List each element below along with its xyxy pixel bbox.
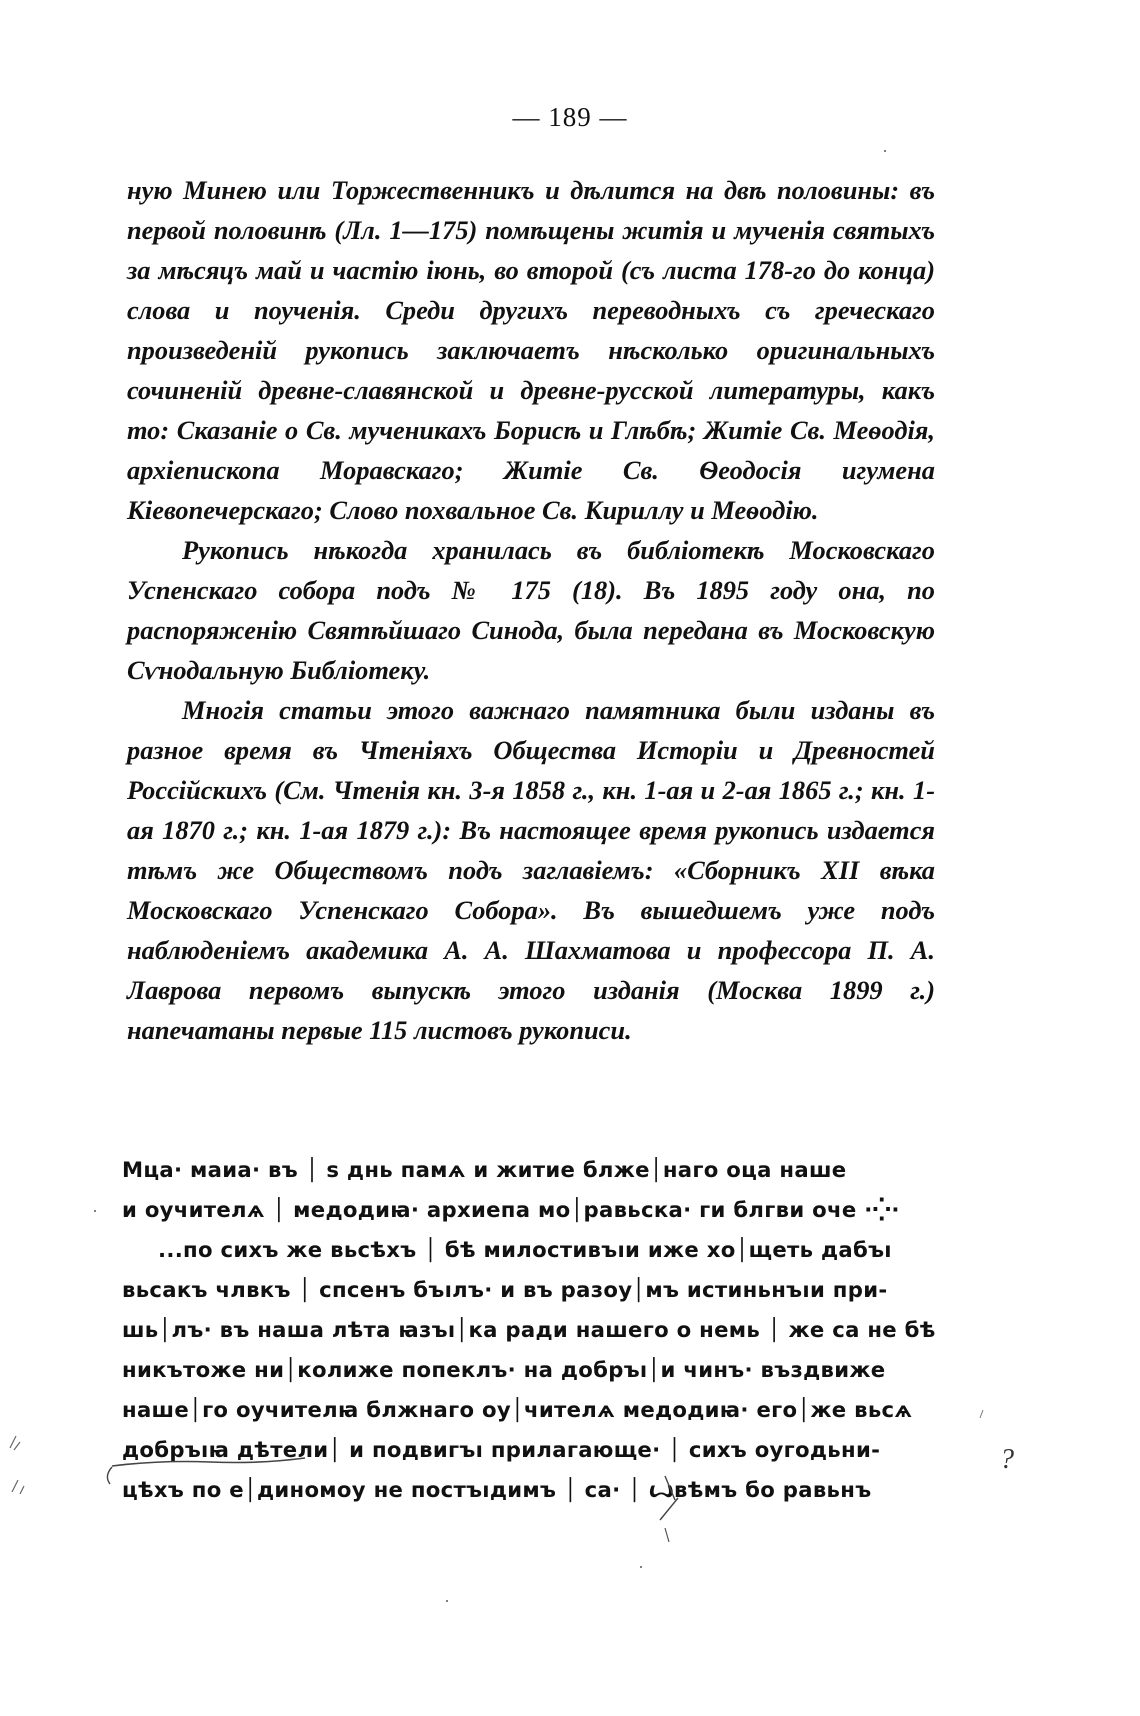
church-slavonic-excerpt [122, 1150, 936, 1510]
page-number: — 189 — [512, 102, 628, 132]
slavonic-line: наше│го оучителꙗ блжнаго оу│чителѧ медодиꙗ· его│же вьсѧ [122, 1397, 913, 1422]
pencil-margin-mark [12, 1480, 24, 1494]
paragraph: ную Минею или Торжественникъ и дѣлится на двѣ половины: въ первой половинѣ (Лл. 1—175) помѣщены житія и мученія святыхъ за мѣсяцъ май и частію іюнь, во второй (съ листа 178-го до конца) слова и поученія. Среди другихъ переводныхъ съ греческаго произведеній рукопись заключаетъ нѣсколько оригинальныхъ сочиненій древне-славянской и древне-русской литературы, какъ то: Сказаніе о Св. мученикахъ Борисѣ и Глѣбѣ; Житіе Св. Меѳодія, архіепископа Моравскаго; Житіе Св. Ѳеодосія игумена Кіевопечерскаго; Слово похвальное Св. Кириллу и Меѳодію. [127, 175, 935, 525]
speck [94, 1210, 96, 1212]
speck [884, 150, 886, 152]
pencil-bracket [107, 1467, 112, 1484]
pencil-margin-mark [980, 1410, 983, 1418]
slavonic-line: Мца· маиа· въ │ ѕ днь памѧ и житие блже│наго оца наше [122, 1157, 847, 1182]
margin-question-mark: ? [1000, 1444, 1014, 1475]
slavonic-line: никътоже ни│колиже попеклъ· на добръı│и чинъ· въздвиже [122, 1357, 886, 1382]
paragraph: Рукопись нѣкогда хранилась въ библіотекѣ Московскаго Успенскаго собора подъ № 175 (18). Въ 1895 году она, по распоряженію Святѣйшаго Синода, была передана въ Московскую Сѵнодальную Библіотеку. [127, 535, 935, 685]
slavonic-line: ...по сихъ же вьсѣхъ │ бѣ милостивъıи иже хо│щеть дабъı [158, 1237, 892, 1262]
slavonic-line: и оучителѧ │ медодиꙗ· архиепа мо│равьска· ги блгви оче ·⁛· [122, 1197, 900, 1222]
main-text [127, 170, 935, 1050]
pencil-margin-mark [10, 1436, 20, 1450]
slavonic-line: цѣхъ по е│диномоу не постъıдимъ │ са· │ ꙍвѣмъ бо равьнъ [122, 1477, 872, 1502]
slavonic-line: добръıꙗ дѣтели│ и подвигъı прилагающе· │ сихъ оугодьни- [122, 1437, 881, 1462]
slavonic-line: вьсакъ члвкъ │ спсенъ бъıлъ· и въ разоу│мъ истиньнъıи при- [122, 1277, 888, 1302]
speck [446, 1600, 448, 1602]
speck [640, 1566, 642, 1568]
slavonic-line: шь│лъ· въ наша лѣта ꙗзъı│ка ради нашего о немь │ же са не бѣ [122, 1317, 936, 1342]
pencil-tick [665, 1528, 669, 1542]
paragraph: Многія статьи этого важнаго памятника были изданы въ разное время въ Чтеніяхъ Общества Исторіи и Древностей Россійскихъ (См. Чтенія кн. 3-я 1858 г., кн. 1-ая и 2-ая 1865 г.; кн. 1-ая 1870 г.; кн. 1-ая 1879 г.): Въ настоящее время рукопись издается тѣмъ же Обществомъ подъ заглавіемъ: «Сборникъ XII вѣка Московскаго Успенскаго Собора». Въ вышедшемъ уже подъ наблюденіемъ академика А. А. Шахматова и профессора П. А. Лаврова первомъ выпускѣ этого изданія (Москва 1899 г.) напечатаны первые 115 листовъ рукописи. [127, 695, 935, 1045]
